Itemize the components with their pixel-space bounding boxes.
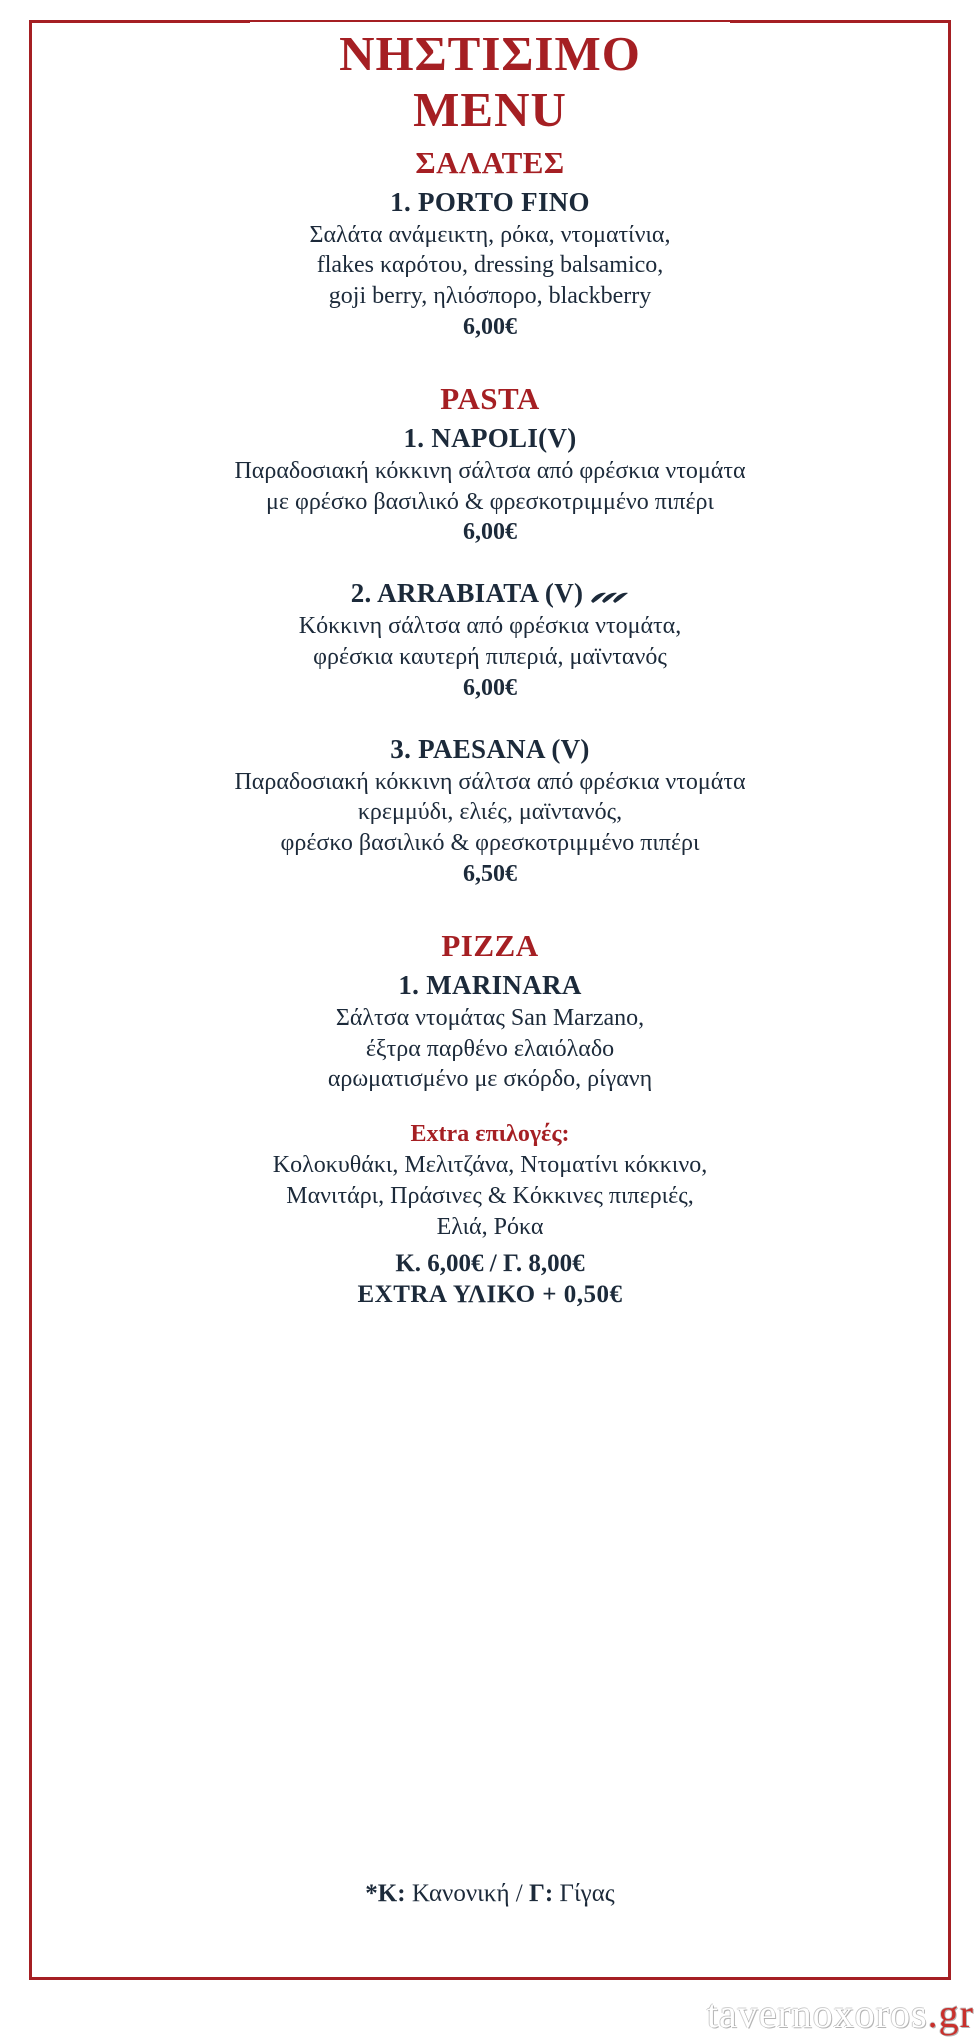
item-description-line: Παραδοσιακή κόκκινη σάλτσα από φρέσκια ντομάτα <box>234 768 746 795</box>
section-salads <box>110 145 870 341</box>
item-description-line: φρέσκια καυτερή πιπεριά, μαϊντανός <box>313 644 667 670</box>
menu-content <box>110 0 870 1309</box>
extras-heading: Extra επιλογές: <box>410 1121 570 1148</box>
extras-price: Κ. 6,00€ / Γ. 8,00€ <box>395 1249 585 1277</box>
section-heading-salads: ΣΑΛΑΤΕΣ <box>415 144 565 180</box>
item-name: 1. PORTO FINO <box>390 186 590 217</box>
item-description-line: φρέσκο βασιλικό & φρεσκοτριμμένο πιπέρι <box>280 830 700 857</box>
spacer <box>110 702 870 728</box>
item-name-row <box>110 578 870 609</box>
footnote-k-text: Κανονική / <box>405 1880 529 1907</box>
item-price: 6,00€ <box>463 519 517 546</box>
menu-item <box>110 578 870 701</box>
watermark-name: tavernoxoros <box>706 1991 928 2036</box>
item-description-line: Σαλάτα ανάμεικτη, ρόκα, ντοματίνια, <box>309 221 671 248</box>
menu-item <box>110 734 870 888</box>
menu-item <box>110 423 870 546</box>
extras-topping-price: EXTRA ΥΛΙΚΟ + 0,50€ <box>357 1280 623 1308</box>
watermark <box>707 1990 974 2037</box>
page-title-line-1: ΝΗΣΤΙΣΙΜΟ <box>339 26 641 81</box>
item-name: 3. PAESANA (V) <box>390 733 590 764</box>
section-heading-pasta: PASTA <box>440 380 540 416</box>
item-description-line: Παραδοσιακή κόκκινη σάλτσα από φρέσκια ντομάτα <box>234 457 746 484</box>
extras-line: Κολοκυθάκι, Μελιτζάνα, Ντοματίνι κόκκινο, <box>272 1152 708 1179</box>
item-name: 2. ARRABIATA (V) <box>350 578 584 609</box>
item-description-line: έξτρα παρθένο ελαιόλαδο <box>365 1035 615 1062</box>
item-description-line: κρεμμύδι, ελιές, μαϊντανός, <box>357 799 623 826</box>
item-description-line: Σάλτσα ντομάτας San Marzano, <box>335 1004 645 1031</box>
item-description-line: με φρέσκο βασιλικό & φρεσκοτριμμένο πιπέρι <box>266 488 714 515</box>
extras-line: Μανιτάρι, Πράσινες & Κόκκινες πιπεριές, <box>286 1183 694 1210</box>
page-title-line-2: MENU <box>413 82 567 138</box>
watermark-tld: .gr <box>927 1991 974 2036</box>
section-heading-pizza: PIZZA <box>441 927 539 963</box>
item-description-line: αρωματισμένο με σκόρδο, ρίγανη <box>327 1066 653 1093</box>
spacer <box>110 341 870 381</box>
footnote-g-text: Γίγας <box>553 1880 615 1907</box>
page-title <box>110 26 870 139</box>
item-name: 1. MARINARA <box>398 969 582 1000</box>
menu-item <box>110 970 870 1095</box>
spacer <box>110 888 870 928</box>
section-pasta <box>110 381 870 888</box>
menu-item <box>110 187 870 341</box>
extras-line: Ελιά, Ρόκα <box>436 1214 544 1241</box>
item-description-line: goji berry, ηλιόσπορο, blackberry <box>328 283 652 310</box>
section-pizza <box>110 928 870 1309</box>
item-name: 1. NAPOLI(V) <box>403 422 577 453</box>
item-price: 6,00€ <box>463 313 517 340</box>
spacer <box>110 1095 870 1121</box>
item-price: 6,00€ <box>463 674 517 701</box>
chili-pepper-icon <box>589 585 629 608</box>
item-description-line: flakes καρότου, dressing balsamico, <box>316 252 664 279</box>
item-price: 6,50€ <box>463 860 517 887</box>
item-description-line: Κόκκινη σάλτσα από φρέσκια ντομάτα, <box>298 613 682 640</box>
extras-block <box>110 1121 870 1309</box>
spacer <box>110 546 870 572</box>
footnote-g-label: Γ: <box>529 1880 554 1907</box>
footnote <box>0 1880 980 1908</box>
footnote-k-label: *Κ: <box>365 1880 406 1907</box>
